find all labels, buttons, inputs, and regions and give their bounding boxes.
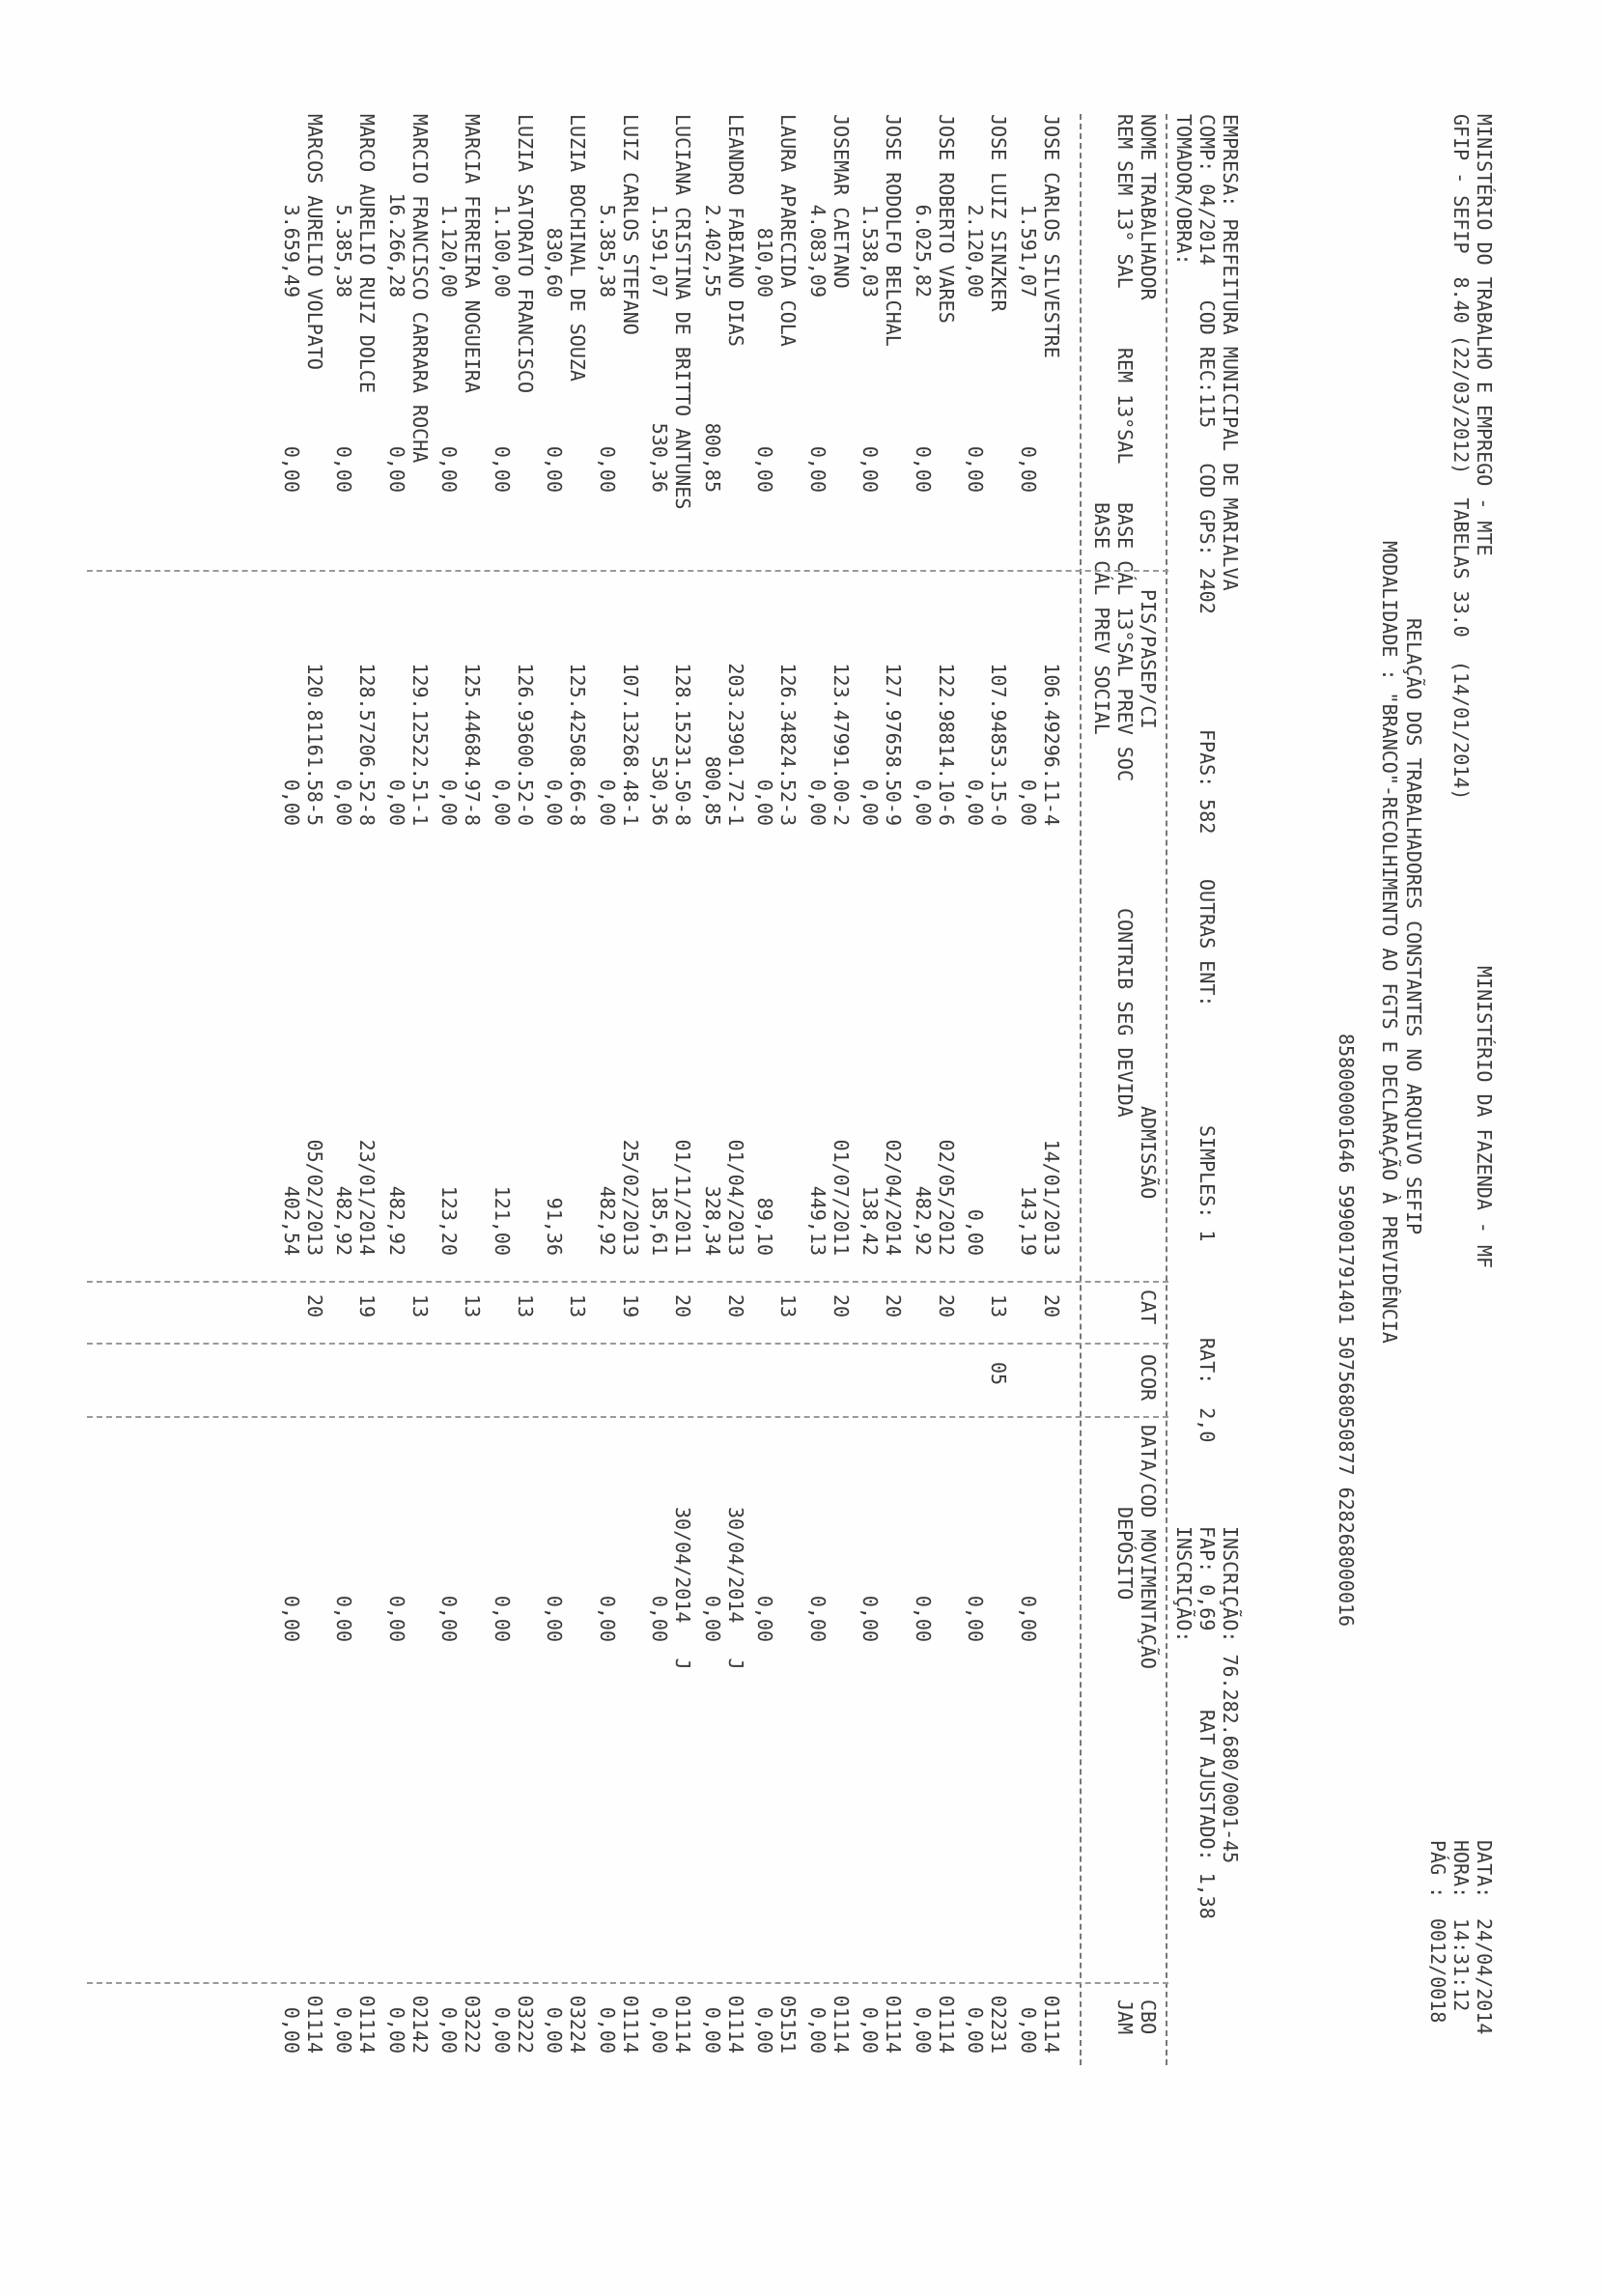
col-base-prev: BASE CÁL PREV SOCIAL <box>1090 502 1113 735</box>
worker-admissao: 02/04/2014 <box>882 1139 906 1256</box>
ministry-finance: MINISTÉRIO DA FAZENDA - MF <box>1473 966 1496 1269</box>
company-outras: OUTRAS ENT: <box>1195 879 1219 1007</box>
worker-movimentacao: 30/04/2014 J <box>671 1507 695 1670</box>
worker-cat: 20 <box>935 1294 958 1318</box>
worker-pis: 122.98814.10-6 <box>935 663 958 826</box>
worker-admissao: 01/04/2013 <box>724 1139 747 1256</box>
worker-cbo: 01114 <box>671 1995 695 2054</box>
page-value: 0012/0018 <box>1426 1918 1449 2024</box>
company-name: EMPRESA: PREFEITURA MUNICIPAL DE MARIALVA <box>1219 114 1242 591</box>
worker-cbo: 01114 <box>355 1995 380 2054</box>
worker-rem-13: 0,00 <box>332 445 356 493</box>
worker-rem-13: 0,00 <box>491 445 514 493</box>
col-data-cod: DATA/COD MOVIMENTAÇÃO <box>1137 1425 1160 1669</box>
worker-cat: 20 <box>303 1294 326 1318</box>
worker-pis: 203.23901.72-1 <box>724 663 747 826</box>
worker-rem-sem-13: 1.591,07 <box>1017 204 1040 298</box>
company-comp: COMP: 04/2014 COD REC:115 COD GPS: 2402 <box>1195 114 1219 614</box>
worker-deposito: 0,00 <box>491 1595 514 1642</box>
worker-cat: 13 <box>776 1294 801 1318</box>
worker-base-13: 0,00 <box>491 779 514 826</box>
worker-cat: 13 <box>514 1294 537 1318</box>
worker-contrib: 121,00 <box>491 1185 514 1256</box>
report-modality: MODALIDADE : "BRANCO"-RECOLHIMENTO AO FGTS E DECLARAÇÃO À PREVIDÊNCIA <box>1378 541 1401 1344</box>
worker-pis: 120.81161.58-5 <box>303 663 326 826</box>
worker-rem-sem-13: 1.100,00 <box>491 204 514 298</box>
worker-contrib: 482,92 <box>385 1185 408 1256</box>
ministry-labor: MINISTÉRIO DO TRABALHO E EMPREGO - MTE <box>1473 114 1496 556</box>
worker-jam: 0,00 <box>858 2006 883 2054</box>
worker-jam: 0,00 <box>806 2006 830 2054</box>
worker-contrib: 91,36 <box>543 1197 567 1256</box>
worker-rem-sem-13: 1.120,00 <box>437 204 462 298</box>
worker-deposito: 0,00 <box>858 1595 883 1642</box>
company-fpas: FPAS: 582 <box>1195 729 1219 835</box>
worker-ocor: 05 <box>987 1362 1011 1386</box>
worker-rem-13: 0,00 <box>964 445 988 493</box>
worker-contrib: 0,00 <box>964 1208 988 1256</box>
worker-rem-13: 0,00 <box>596 445 619 493</box>
worker-pis: 107.94853.15-0 <box>987 663 1011 826</box>
company-simples: SIMPLES: 1 <box>1195 1125 1219 1242</box>
worker-cbo: 03224 <box>566 1995 590 2054</box>
worker-jam: 0,00 <box>385 2006 408 2054</box>
worker-cbo: 05151 <box>776 1995 801 2054</box>
worker-cat: 13 <box>461 1294 485 1318</box>
worker-pis: 126.34824.52-3 <box>776 663 801 826</box>
company-fap: FAP: 0,69 <box>1195 1526 1219 1631</box>
worker-deposito: 0,00 <box>964 1595 988 1642</box>
worker-pis: 125.42508.66-8 <box>566 663 590 826</box>
worker-cat: 13 <box>408 1294 432 1318</box>
worker-pis: 107.13268.48-1 <box>619 663 642 826</box>
worker-pis: 129.12522.51-1 <box>408 663 432 826</box>
col-sep <box>87 1416 1168 1418</box>
worker-rem-sem-13: 2.402,55 <box>701 204 724 298</box>
worker-base-13: 0,00 <box>596 779 619 826</box>
worker-base-13: 0,00 <box>806 779 830 826</box>
worker-cbo: 02142 <box>408 1995 432 2054</box>
worker-rem-13: 0,00 <box>1017 445 1040 493</box>
worker-jam: 0,00 <box>437 2006 462 2054</box>
worker-rem-sem-13: 16.266,28 <box>385 192 408 298</box>
worker-base-13: 0,00 <box>437 779 462 826</box>
col-cbo: CBO <box>1137 1999 1160 2035</box>
worker-cbo: 03222 <box>461 1995 485 2054</box>
worker-jam: 0,00 <box>596 2006 619 2054</box>
worker-jam: 0,00 <box>912 2006 935 2054</box>
worker-cat: 19 <box>619 1294 642 1318</box>
col-cat: CAT <box>1137 1290 1160 1325</box>
worker-name: LUCIANA CRISTINA DE BRITTO ANTUNES <box>671 114 695 510</box>
worker-rem-13: 0,00 <box>543 445 567 493</box>
time-label: HORA: <box>1449 1840 1473 1899</box>
company-rat-ajustado: RAT AJUSTADO: 1,38 <box>1195 1710 1219 1919</box>
worker-jam: 0,00 <box>964 2006 988 2054</box>
worker-jam: 0,00 <box>280 2006 303 2054</box>
worker-name: LUZIA SATORATO FRANCISCO <box>514 114 537 393</box>
col-admissao: ADMISSÃO <box>1137 1106 1160 1200</box>
date-label: DATA: <box>1473 1840 1496 1899</box>
worker-rem-sem-13: 810,00 <box>753 227 777 298</box>
worker-cbo: 02231 <box>987 1995 1011 2054</box>
worker-deposito: 0,00 <box>701 1595 724 1642</box>
worker-name: LEANDRO FABIANO DIAS <box>724 114 747 347</box>
worker-rem-sem-13: 1.538,03 <box>858 204 883 298</box>
page-label: PÁG : <box>1426 1840 1449 1899</box>
worker-deposito: 0,00 <box>543 1595 567 1642</box>
worker-cbo: 01114 <box>303 1995 326 2054</box>
worker-cat: 20 <box>830 1294 853 1318</box>
worker-rem-sem-13: 4.083,09 <box>806 204 830 298</box>
col-sep <box>87 1343 1168 1345</box>
divider <box>1080 114 1082 2065</box>
worker-contrib: 402,54 <box>280 1185 303 1256</box>
col-base-13: BASE CÁL 13°SAL PREV SOC <box>1113 502 1137 781</box>
barcode-number: 858000001646 599001791401 507568050877 628268000016 <box>1335 1034 1358 1628</box>
worker-admissao: 05/02/2013 <box>303 1139 326 1256</box>
worker-jam: 0,00 <box>1017 2006 1040 2054</box>
col-pis: PIS/PASEP/CI <box>1137 589 1160 729</box>
worker-pis: 106.49296.11-4 <box>1040 663 1063 826</box>
worker-admissao: 23/01/2014 <box>355 1139 380 1256</box>
worker-movimentacao: 30/04/2014 J <box>724 1507 747 1670</box>
worker-contrib: 89,10 <box>753 1197 777 1256</box>
worker-cat: 20 <box>1040 1294 1063 1318</box>
date-value: 24/04/2014 <box>1473 1918 1496 2035</box>
worker-cbo: 01114 <box>724 1995 747 2054</box>
worker-cbo: 01114 <box>619 1995 642 2054</box>
worker-cbo: 01114 <box>882 1995 906 2054</box>
worker-base-13: 0,00 <box>1017 779 1040 826</box>
worker-pis: 127.97658.50-9 <box>882 663 906 826</box>
worker-jam: 0,00 <box>491 2006 514 2054</box>
worker-rem-13: 800,85 <box>701 422 724 493</box>
worker-cat: 20 <box>671 1294 695 1318</box>
worker-jam: 0,00 <box>701 2006 724 2054</box>
worker-contrib: 482,92 <box>332 1185 356 1256</box>
worker-base-13: 0,00 <box>964 779 988 826</box>
worker-admissao: 01/07/2011 <box>830 1139 853 1256</box>
worker-base-13: 0,00 <box>280 779 303 826</box>
worker-rem-sem-13: 2.120,00 <box>964 204 988 298</box>
worker-pis: 128.57206.52-8 <box>355 663 380 826</box>
col-rem-13: REM 13°SAL <box>1113 348 1137 465</box>
worker-base-13: 0,00 <box>543 779 567 826</box>
worker-cbo: 03222 <box>514 1995 537 2054</box>
tomador-inscricao: INSCRIÇÃO: <box>1172 1526 1195 1643</box>
worker-deposito: 0,00 <box>385 1595 408 1642</box>
worker-deposito: 0,00 <box>280 1595 303 1642</box>
col-ocor: OCOR <box>1137 1354 1160 1402</box>
worker-name: JOSEMAR CAETANO <box>830 114 853 289</box>
col-rem-sem: REM SEM 13° SAL <box>1113 114 1137 289</box>
worker-rem-sem-13: 6.025,82 <box>912 204 935 298</box>
worker-jam: 0,00 <box>543 2006 567 2054</box>
worker-cat: 13 <box>566 1294 590 1318</box>
worker-base-13: 530,36 <box>648 755 672 826</box>
worker-name: LUZIA BOCHINAL DE SOUZA <box>566 114 590 382</box>
worker-deposito: 0,00 <box>332 1595 356 1642</box>
worker-name: JOSE LUIZ SINZKER <box>987 114 1011 312</box>
gfip-version: GFIP - SEFIP 8.40 (22/03/2012) TABELAS 33.0 (14/01/2014) <box>1449 114 1473 801</box>
col-contrib: CONTRIB SEG DEVIDA <box>1113 908 1137 1118</box>
worker-deposito: 0,00 <box>596 1595 619 1642</box>
worker-base-13: 800,85 <box>701 755 724 826</box>
col-nome: NOME TRABALHADOR <box>1137 114 1160 300</box>
worker-admissao: 02/05/2012 <box>935 1139 958 1256</box>
worker-contrib: 185,61 <box>648 1185 672 1256</box>
worker-contrib: 482,92 <box>596 1185 619 1256</box>
worker-admissao: 01/11/2011 <box>671 1139 695 1256</box>
worker-deposito: 0,00 <box>912 1595 935 1642</box>
worker-rem-sem-13: 1.591,07 <box>648 204 672 298</box>
worker-name: MARCOS AURELIO VOLPATO <box>303 114 326 370</box>
company-rat: RAT: 2,0 <box>1195 1338 1219 1443</box>
worker-rem-13: 0,00 <box>280 445 303 493</box>
worker-pis: 125.44684.97-8 <box>461 663 485 826</box>
worker-jam: 0,00 <box>753 2006 777 2054</box>
worker-rem-13: 0,00 <box>858 445 883 493</box>
tomador-label: TOMADOR/OBRA: <box>1172 114 1195 266</box>
report-title: RELAÇÃO DOS TRABALHADORES CONSTANTES NO ARQUIVO SEFIP <box>1402 618 1425 1235</box>
company-inscricao: INSCRIÇÃO: 76.282.680/0001-45 <box>1219 1526 1242 1864</box>
worker-rem-13: 0,00 <box>385 445 408 493</box>
worker-rem-sem-13: 5.385,38 <box>332 204 356 298</box>
worker-rem-13: 530,36 <box>648 422 672 493</box>
worker-name: LUIZ CARLOS STEFANO <box>619 114 642 335</box>
worker-cat: 19 <box>355 1294 380 1318</box>
worker-name: JOSE RODOLFO BELCHAL <box>882 114 906 347</box>
worker-base-13: 0,00 <box>332 779 356 826</box>
col-deposito: DEPÓSITO <box>1113 1507 1137 1601</box>
worker-contrib: 138,42 <box>858 1185 883 1256</box>
worker-base-13: 0,00 <box>858 779 883 826</box>
worker-rem-13: 0,00 <box>806 445 830 493</box>
worker-admissao: 25/02/2013 <box>619 1139 642 1256</box>
worker-cbo: 01114 <box>1040 1995 1063 2054</box>
worker-pis: 126.93600.52-0 <box>514 663 537 826</box>
worker-pis: 123.47991.00-2 <box>830 663 853 826</box>
worker-pis: 128.15231.50-8 <box>671 663 695 826</box>
worker-contrib: 328,34 <box>701 1185 724 1256</box>
col-sep <box>87 1281 1168 1283</box>
worker-rem-sem-13: 830,60 <box>543 227 567 298</box>
worker-contrib: 123,20 <box>437 1185 462 1256</box>
worker-name: LAURA APARECIDA COLA <box>776 114 801 347</box>
worker-cbo: 01114 <box>830 1995 853 2054</box>
worker-admissao: 14/01/2013 <box>1040 1139 1063 1256</box>
worker-cat: 20 <box>724 1294 747 1318</box>
worker-deposito: 0,00 <box>648 1595 672 1642</box>
time-value: 14:31:12 <box>1449 1918 1473 2012</box>
worker-rem-sem-13: 3.659,49 <box>280 204 303 298</box>
worker-deposito: 0,00 <box>437 1595 462 1642</box>
worker-base-13: 0,00 <box>753 779 777 826</box>
col-jam: JAM <box>1113 1999 1137 2035</box>
worker-jam: 0,00 <box>648 2006 672 2054</box>
worker-contrib: 482,92 <box>912 1185 935 1256</box>
worker-deposito: 0,00 <box>1017 1595 1040 1642</box>
worker-deposito: 0,00 <box>806 1595 830 1642</box>
worker-name: MARCIO FRANCISCO CARRARA ROCHA <box>408 114 432 464</box>
worker-jam: 0,00 <box>332 2006 356 2054</box>
worker-name: MARCO AURELIO RUIZ DOLCE <box>355 114 380 393</box>
worker-name: JOSE CARLOS SILVESTRE <box>1040 114 1063 358</box>
worker-deposito: 0,00 <box>753 1595 777 1642</box>
worker-rem-13: 0,00 <box>437 445 462 493</box>
worker-contrib: 143,19 <box>1017 1185 1040 1256</box>
worker-rem-13: 0,00 <box>753 445 777 493</box>
worker-contrib: 449,13 <box>806 1185 830 1256</box>
worker-rem-sem-13: 5.385,38 <box>596 204 619 298</box>
worker-name: MARCIA FERREIRA NOGUEIRA <box>461 114 485 393</box>
worker-rem-13: 0,00 <box>912 445 935 493</box>
worker-base-13: 0,00 <box>912 779 935 826</box>
worker-cat: 13 <box>987 1294 1011 1318</box>
worker-base-13: 0,00 <box>385 779 408 826</box>
worker-name: JOSE ROBERTO VARES <box>935 114 958 324</box>
worker-cat: 20 <box>882 1294 906 1318</box>
worker-cbo: 01114 <box>935 1995 958 2054</box>
divider <box>1166 114 1167 2065</box>
